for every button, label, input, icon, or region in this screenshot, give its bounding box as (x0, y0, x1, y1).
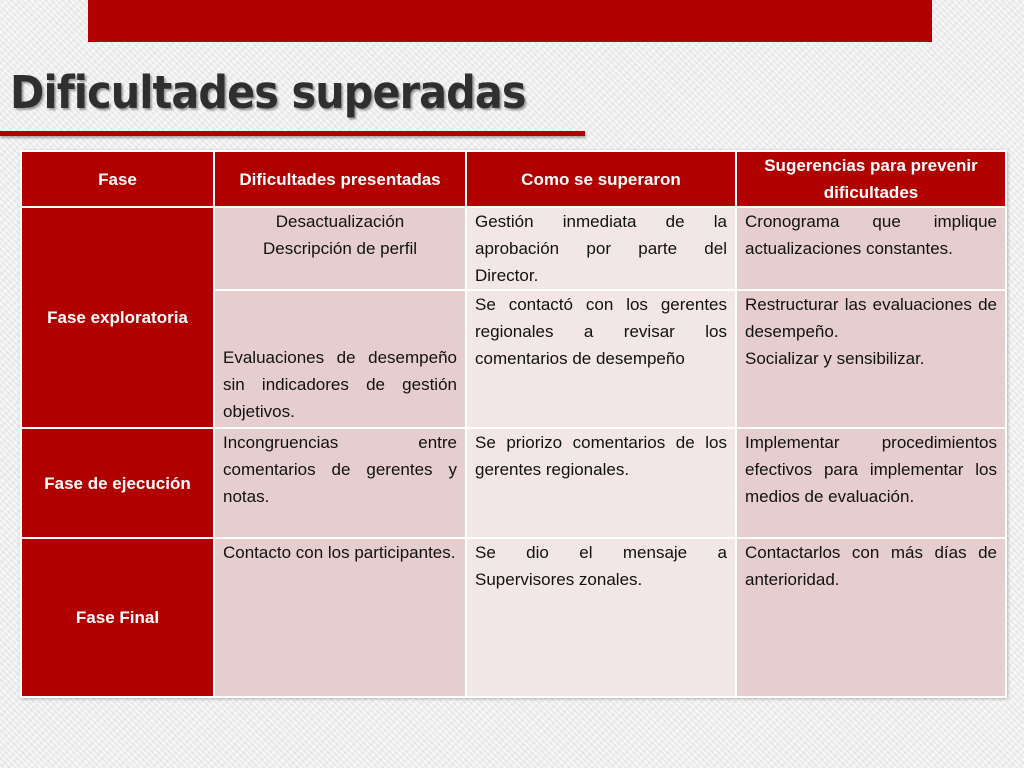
suggestion-cell: Contactarlos con más días de anterioridad. (736, 538, 1006, 697)
difficulty-cell (214, 207, 466, 290)
table-row (21, 207, 1006, 290)
difficulty-line: Desactualización (275, 212, 405, 231)
table-header-row (21, 151, 1006, 207)
solution-cell: Se dio el mensaje a Supervisores zonales. (466, 538, 736, 697)
difficulty-line: Descripción de perfil (262, 239, 417, 258)
difficulty-cell: Incongruencias entre comentarios de gerentes y notas. (214, 428, 466, 538)
suggestion-line: Socializar y sensibilizar. (745, 349, 925, 368)
phase-execution: Fase de ejecución (21, 428, 214, 538)
suggestion-cell: Cronograma que implique actualizaciones constantes. (736, 207, 1006, 290)
header-difficulties: Dificultades presentadas (214, 151, 466, 207)
header-how-overcome: Como se superaron (466, 151, 736, 207)
slide-title: Dificultades superadas (10, 66, 526, 119)
suggestion-cell: Implementar procedimientos efectivos para implementar los medios de evaluación. (736, 428, 1006, 538)
header-phase: Fase (21, 151, 214, 207)
table-row (21, 428, 1006, 538)
top-accent-bar (88, 0, 932, 42)
solution-cell: Gestión inmediata de la aprobación por parte del Director. (466, 207, 736, 290)
difficulty-cell: Evaluaciones de desempeño sin indicadores de gestión objetivos. (214, 290, 466, 428)
suggestion-cell (736, 290, 1006, 428)
phase-exploratory: Fase exploratoria (21, 207, 214, 428)
difficulty-cell: Contacto con los participantes. (214, 538, 466, 697)
solution-cell: Se contactó con los gerentes regionales a revisar los comentarios de desempeño (466, 290, 736, 428)
title-underline (0, 131, 585, 136)
suggestion-line: Restructurar las evaluaciones de desempeño. (745, 295, 997, 341)
solution-cell: Se priorizo comentarios de los gerentes regionales. (466, 428, 736, 538)
table-row (21, 538, 1006, 697)
phase-final: Fase Final (21, 538, 214, 697)
difficulties-table (20, 150, 1007, 698)
header-suggestions: Sugerencias para prevenir dificultades (736, 151, 1006, 207)
